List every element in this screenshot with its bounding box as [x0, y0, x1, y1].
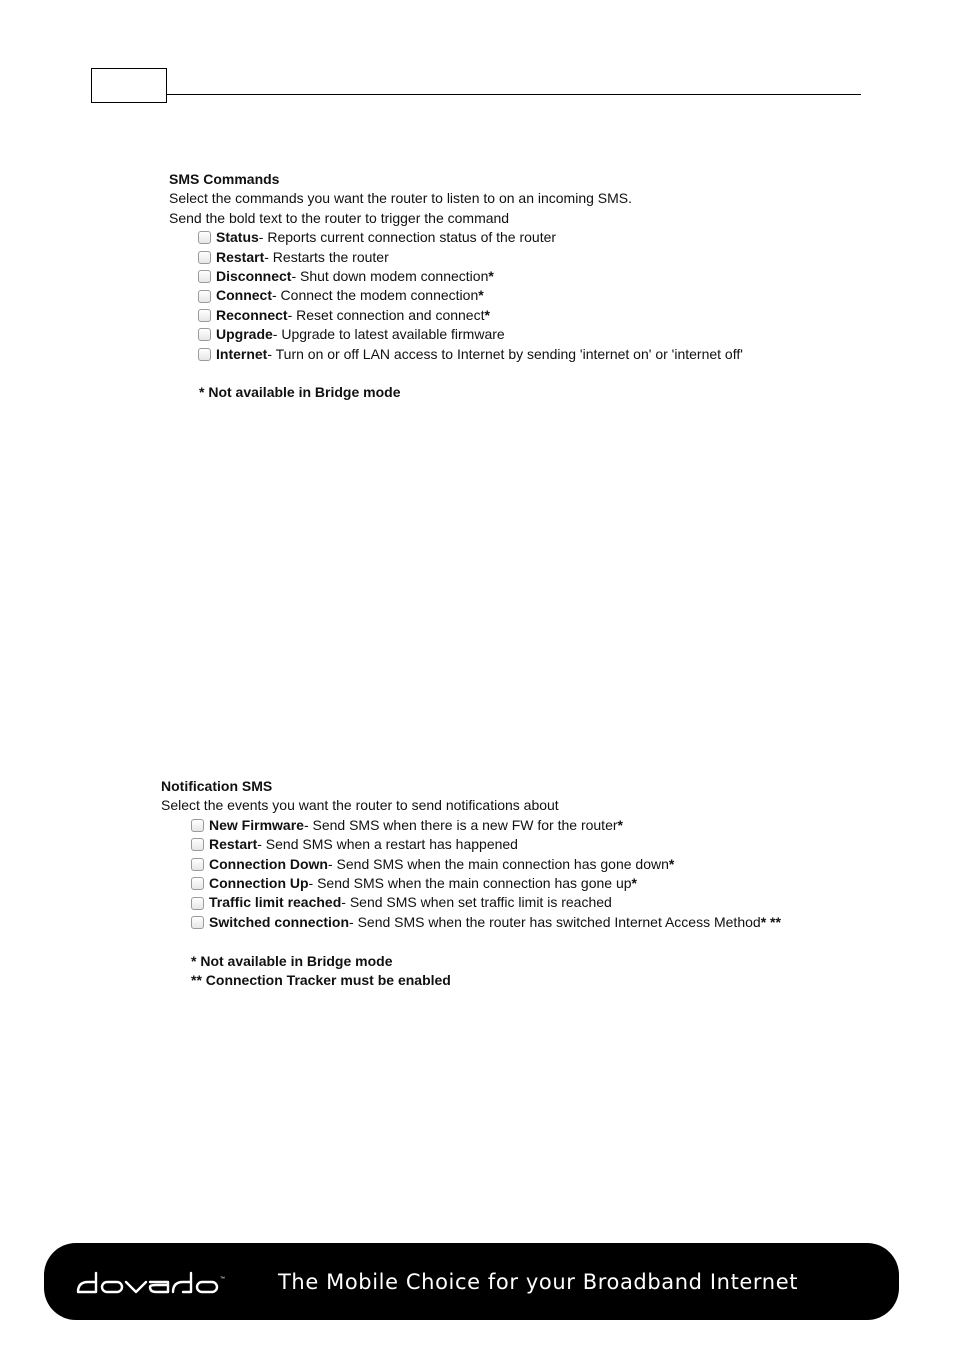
sms-command-upgrade: [198, 325, 743, 344]
disconnect-checkbox[interactable]: [198, 270, 211, 283]
option-desc: - Reports current connection status of the router: [258, 229, 557, 246]
reconnect-checkbox[interactable]: [198, 309, 211, 322]
notify-switched-connection: [191, 913, 781, 932]
new-firmware-checkbox[interactable]: [191, 819, 204, 832]
option-desc: - Send SMS when the main connection has gone up: [308, 875, 632, 892]
notification-sms-section: [161, 777, 781, 990]
option-desc: - Send SMS when set traffic limit is reached: [341, 894, 612, 911]
option-name: Disconnect: [216, 268, 292, 285]
footer-tagline: The Mobile Choice for your Broadband Internet: [278, 1269, 799, 1294]
upgrade-checkbox[interactable]: [198, 328, 211, 341]
option-name: Restart: [209, 836, 258, 853]
option-name: Connection Down: [209, 855, 328, 872]
option-desc: - Send SMS when the main connection has gone down: [328, 855, 669, 872]
connection-tracker-note: ** Connection Tracker must be enabled: [191, 972, 451, 989]
option-name: Internet: [216, 345, 268, 362]
svg-text:™: ™: [220, 1275, 225, 1282]
sms-commands-intro-1: Select the commands you want the router to listen to on an incoming SMS.: [169, 190, 633, 207]
sms-command-internet: [198, 345, 743, 364]
option-desc: - Shut down modem connection: [291, 268, 489, 285]
option-desc: - Upgrade to latest available firmware: [272, 326, 505, 343]
header-rule: [167, 94, 861, 95]
switched-connection-checkbox[interactable]: [191, 916, 204, 929]
connection-down-checkbox[interactable]: [191, 858, 204, 871]
traffic-limit-checkbox[interactable]: [191, 897, 204, 910]
connect-checkbox[interactable]: [198, 290, 211, 303]
option-name: New Firmware: [209, 816, 304, 833]
option-mark: *: [488, 268, 494, 285]
notify-new-firmware: [191, 816, 781, 835]
notify-connection-up: [191, 874, 781, 893]
sms-commands-heading: SMS Commands: [169, 171, 280, 187]
option-mark: *: [631, 875, 637, 892]
notify-connection-down: [191, 855, 781, 874]
restart-notify-checkbox[interactable]: [191, 838, 204, 851]
option-desc: - Send SMS when the router has switched Internet Access Method: [349, 913, 761, 930]
sms-commands-options: [198, 228, 743, 364]
notify-restart: [191, 835, 781, 854]
option-desc: - Send SMS when there is a new FW for the router: [303, 816, 618, 833]
option-name: Connect: [216, 287, 272, 304]
option-mark: *: [478, 287, 484, 304]
option-mark: *: [617, 816, 623, 833]
notification-sms-heading: Notification SMS: [161, 778, 273, 794]
sms-command-disconnect: [198, 267, 743, 286]
option-name: Reconnect: [216, 306, 288, 323]
bridge-mode-note: * Not available in Bridge mode: [191, 952, 393, 969]
notification-sms-intro: Select the events you want the router to send notifications about: [161, 797, 559, 814]
sms-command-restart: [198, 248, 743, 267]
sms-commands-section: [169, 170, 743, 403]
notification-sms-options: [191, 816, 781, 932]
option-mark: *: [484, 306, 490, 323]
option-name: Status: [216, 229, 259, 246]
option-desc: - Send SMS when a restart has happened: [257, 836, 518, 853]
connection-up-checkbox[interactable]: [191, 877, 204, 890]
option-desc: - Turn on or off LAN access to Internet by sending 'internet on' or 'internet off': [267, 345, 743, 362]
option-name: Upgrade: [216, 326, 273, 343]
option-name: Switched connection: [209, 913, 350, 930]
sms-command-reconnect: [198, 306, 743, 325]
option-name: Connection Up: [209, 875, 309, 892]
restart-checkbox[interactable]: [198, 251, 211, 264]
status-checkbox[interactable]: [198, 231, 211, 244]
option-mark: *: [668, 855, 675, 872]
dovado-logo: [76, 1265, 232, 1299]
footer-banner: [44, 1243, 899, 1320]
sms-command-status: [198, 228, 743, 247]
option-desc: - Connect the modem connection: [272, 287, 479, 304]
option-name: Restart: [216, 248, 265, 265]
sms-commands-intro-2: Send the bold text to the router to trigger the command: [169, 209, 510, 226]
page-number-box: [91, 68, 167, 103]
internet-checkbox[interactable]: [198, 348, 211, 361]
option-desc: - Restarts the router: [264, 248, 389, 265]
option-desc: - Reset connection and connect: [287, 306, 485, 323]
bridge-mode-note: * Not available in Bridge mode: [199, 384, 401, 401]
notify-traffic-limit: [191, 893, 781, 912]
option-name: Traffic limit reached: [209, 894, 342, 911]
option-mark: * **: [760, 913, 781, 930]
sms-command-connect: [198, 286, 743, 305]
